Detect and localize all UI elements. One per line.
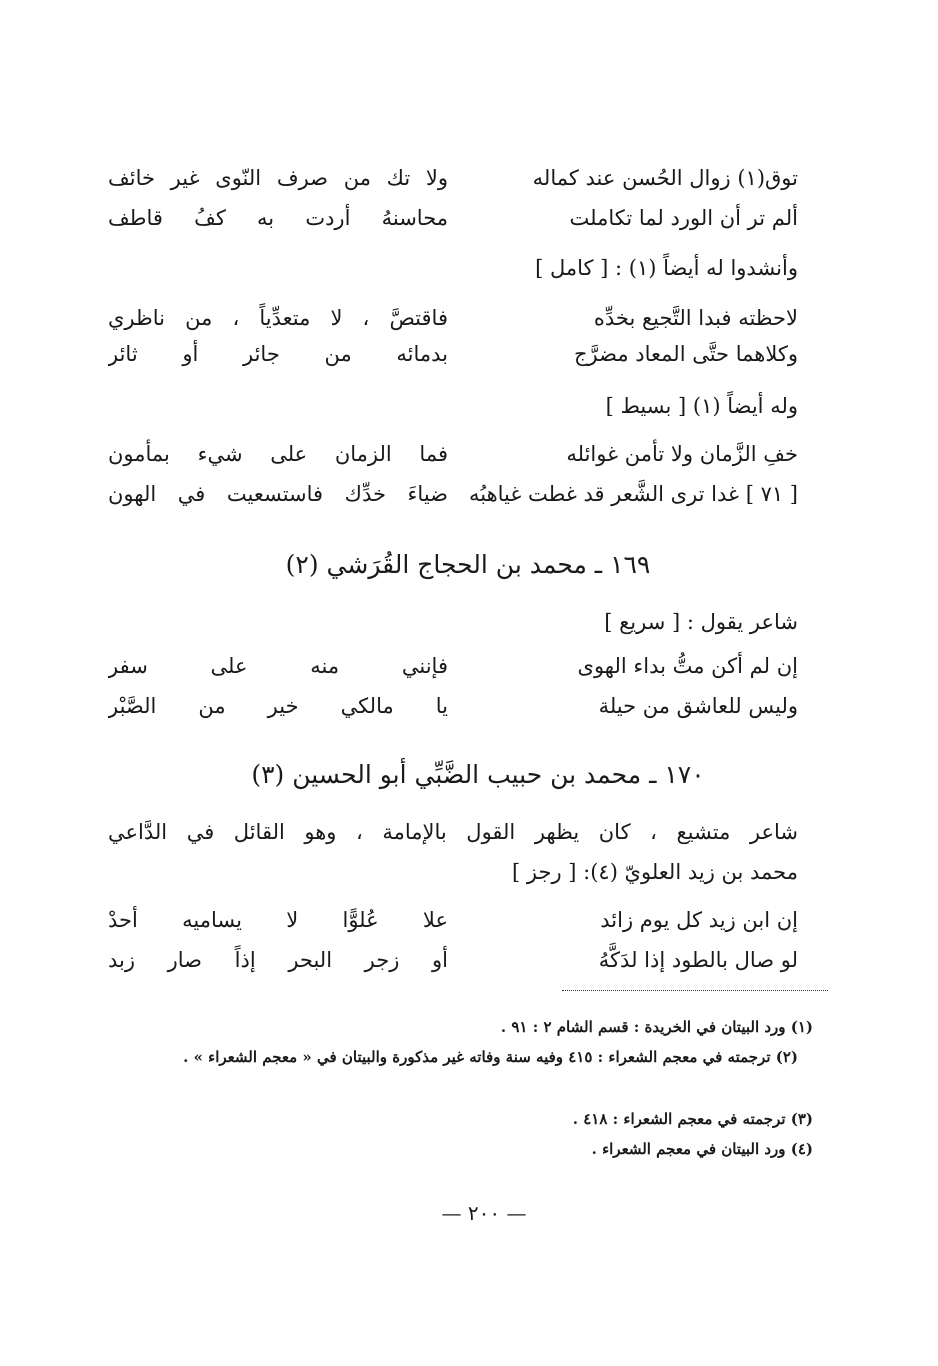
verse-line xyxy=(108,298,798,338)
verse-hemistich-second: أو زجر البحر إذاً صار زبد xyxy=(108,948,448,972)
verse-hemistich-second: بدمائه من جائر أو ثائر xyxy=(108,342,448,366)
verse-hemistich-first: ألم تر أن الورد لما تكاملت xyxy=(569,206,798,230)
verse-hemistich-first: وكلاهما حتَّى المعاد مضرَّج xyxy=(574,342,798,366)
verse-hemistich-first: توق(١) زوال الحُسن عند كماله xyxy=(532,166,798,190)
poem-intro: وأنشدوا له أيضاً (١) : [ كامل ] xyxy=(535,256,798,280)
page-number: — ٢٠٠ — xyxy=(441,1201,527,1225)
verse-line xyxy=(108,474,798,514)
verse-hemistich-first: إن ابن زيد كل يوم زائد xyxy=(600,908,798,932)
verse-line xyxy=(108,158,798,198)
verse-line xyxy=(108,198,798,238)
verse-hemistich-second: ولا تك من صرف النّوى غير خائف xyxy=(108,166,448,190)
verse-line xyxy=(108,646,798,686)
verse-hemistich-second: فاقتصَّ ، لا متعدِّياً ، من ناظري xyxy=(108,306,448,330)
poem-intro: شاعر يقول : [ سريع ] xyxy=(604,610,798,634)
footnote: (٤) ورد البيتان في معجم الشعراء . xyxy=(591,1140,813,1158)
verse-hemistich-second: ضياءَ خدِّك فاستسعيت في الهون xyxy=(108,482,448,506)
verse-hemistich-first: لاحظته فبدا التَّجيع بخدِّه xyxy=(593,306,798,330)
verse-hemistich-first: خفِ الزَّمان ولا تأمن غوائله xyxy=(566,442,798,466)
verse-line xyxy=(108,940,798,980)
verse-line xyxy=(108,686,798,726)
verse-hemistich-first: وليس للعاشق من حيلة xyxy=(598,694,798,718)
poem-intro: محمد بن زيد العلويّ (٤): [ رجز ] xyxy=(512,860,798,884)
verse-hemistich-first: [ ٧١ ] غدا ترى الشَّعر قد غطت غياهبُه xyxy=(468,482,798,506)
verse-line xyxy=(108,900,798,940)
verse-line xyxy=(108,434,798,474)
footnote: (١) ورد البيتان في الخريدة : قسم الشام ٢ : ٩١ . xyxy=(500,1018,813,1036)
verse-line xyxy=(108,334,798,374)
entry-heading: ١٧٠ ـ محمد بن حبيب الضَّبِّي أبو الحسين (٣) xyxy=(251,760,705,789)
footnote: (٢) ترجمته في معجم الشعراء : ٤١٥ وفيه سنة وفاته غير مذكورة والبيتان في « معجم الشعراء » . xyxy=(183,1048,798,1066)
verse-hemistich-second: يا مالكي خير من الصَّبْر xyxy=(108,694,448,718)
footnote: (٣) ترجمته في معجم الشعراء : ٤١٨ . xyxy=(572,1110,813,1128)
verse-hemistich-second: محاسنهُ أردت به كفُ قاطف xyxy=(108,206,448,230)
verse-hemistich-second: فإنني منه على سفر xyxy=(108,654,448,678)
verse-hemistich-first: لو صال بالطود إذا لدَكَّهُ xyxy=(598,948,798,972)
entry-heading: ١٦٩ ـ محمد بن الحجاج القُرَشي (٢) xyxy=(285,550,651,579)
verse-hemistich-first: إن لم أكن متُّ بداء الهوى xyxy=(577,654,798,678)
verse-hemistich-second: علا عُلوًّا لا يساميه أحدْ xyxy=(108,908,448,932)
poem-intro: وله أيضاً (١) [ بسيط ] xyxy=(605,394,798,418)
verse-hemistich-second: فما الزمان على شيء بمأمون xyxy=(108,442,448,466)
entry-prose: شاعر متشيع ، كان يظهر القول بالإمامة ، وهو القائل في الدَّاعي xyxy=(108,820,798,844)
footnote-separator xyxy=(562,990,828,991)
